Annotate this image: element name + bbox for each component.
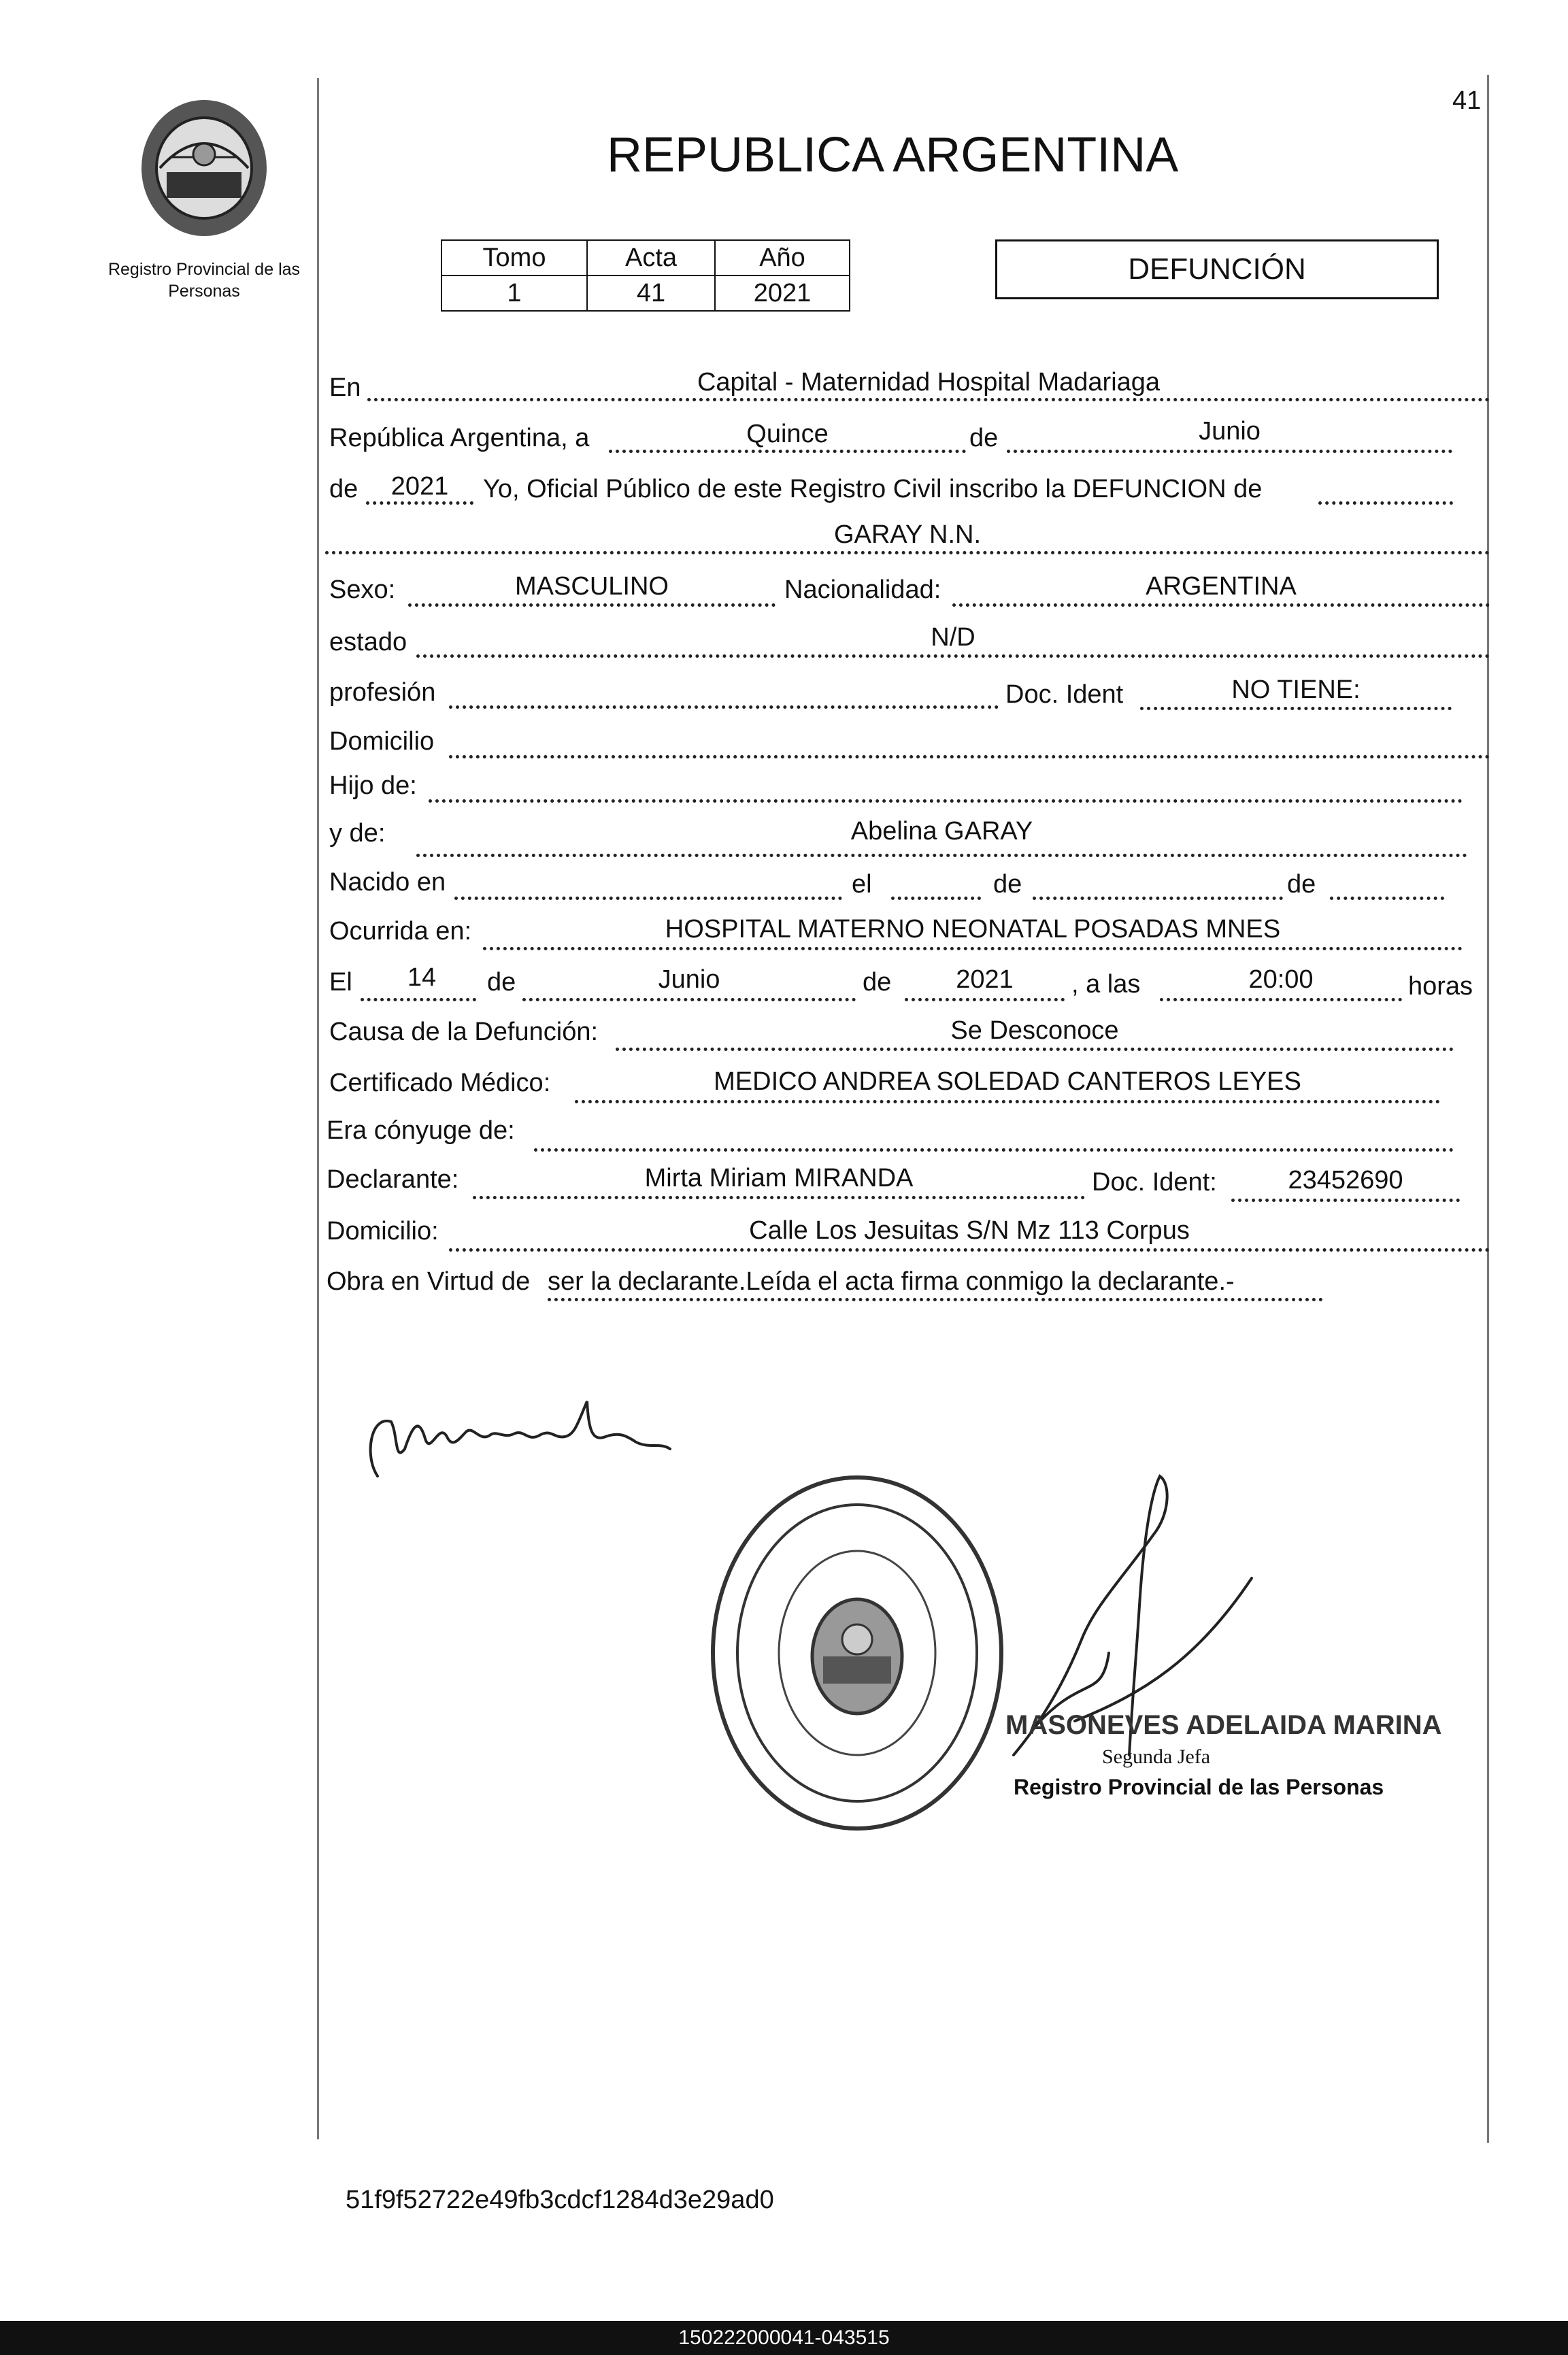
month-value: Junio <box>1199 417 1261 446</box>
officer-text: Yo, Oficial Público de este Registro Civil inscribo la DEFUNCION de <box>483 475 1263 503</box>
nacionalidad-dots <box>952 603 1490 607</box>
province-logo <box>129 92 279 245</box>
death-day-dots <box>361 998 476 1001</box>
death-day: 14 <box>407 963 437 992</box>
sexo-value: MASCULINO <box>515 572 669 601</box>
footer-bar <box>0 2321 1568 2355</box>
declarant-signature <box>357 1374 697 1497</box>
mother-name: Abelina GARAY <box>850 817 1033 846</box>
anio-value: 2021 <box>715 275 850 311</box>
de-label-1: de <box>969 424 999 452</box>
domicilio-dots <box>449 755 1490 758</box>
de-label-2: de <box>993 870 1022 899</box>
hijo-label: Hijo de: <box>329 771 417 800</box>
doc-ident-dots <box>1140 707 1452 710</box>
nacido-label: Nacido en <box>329 868 446 897</box>
obra-text: ser la declarante.Leída el acta firma conmigo la declarante.- <box>548 1267 1235 1296</box>
page-number: 41 <box>1452 86 1482 115</box>
el-label: el <box>852 870 872 899</box>
ocurrida-label: Ocurrida en: <box>329 917 472 946</box>
anio-header: Año <box>715 240 850 275</box>
declarante-value: Mirta Miriam MIRANDA <box>644 1164 914 1192</box>
sexo-label: Sexo: <box>329 575 396 604</box>
en-dots <box>367 398 1490 401</box>
deceased-name: GARAY N.N. <box>833 520 982 549</box>
hash-code: 51f9f52722e49fb3cdcf1284d3e29ad0 <box>346 2186 774 2214</box>
decl-doc-dots <box>1231 1199 1460 1202</box>
nacionalidad-label: Nacionalidad: <box>784 575 941 604</box>
death-month-dots <box>522 998 856 1001</box>
causa-label: Causa de la Defunción: <box>329 1018 599 1046</box>
footer-code: 150222000041-043515 <box>678 2326 890 2349</box>
de-label-5: de <box>863 968 892 997</box>
acta-header: Acta <box>587 240 715 275</box>
estado-dots <box>416 654 1490 658</box>
conyuge-label: Era cónyuge de: <box>327 1116 515 1145</box>
decl-doc-value: 23452690 <box>1288 1166 1403 1195</box>
causa-dots <box>616 1048 1454 1051</box>
month-dots <box>1007 450 1452 453</box>
estado-value: N/D <box>931 623 975 652</box>
death-month: Junio <box>658 965 720 994</box>
declarante-dots <box>473 1196 1085 1199</box>
registry-seal <box>704 1469 1010 1837</box>
en-label: En <box>329 373 361 402</box>
death-time: 20:00 <box>1248 965 1314 994</box>
ocurrida-dots <box>483 947 1463 950</box>
nacionalidad-value: ARGENTINA <box>1146 572 1297 601</box>
left-margin-line <box>317 78 319 2139</box>
day-value: Quince <box>746 420 829 448</box>
de-label-4: de <box>487 968 516 997</box>
tomo-header: Tomo <box>441 240 587 275</box>
decl-domicilio-value: Calle Los Jesuitas S/N Mz 113 Corpus <box>749 1216 1190 1245</box>
profesion-label: profesión <box>329 678 436 707</box>
domicilio-label: Domicilio <box>329 727 435 756</box>
record-type-box <box>995 239 1439 299</box>
death-time-dots <box>1160 998 1402 1001</box>
alas-label: , a las <box>1071 970 1141 999</box>
decl-domicilio-dots <box>449 1248 1490 1252</box>
deceased-dots <box>325 551 1490 554</box>
profesion-dots <box>449 705 999 709</box>
el-label-2: El <box>329 968 352 997</box>
en-value: Capital - Maternidad Hospital Madariaga <box>697 368 1161 397</box>
country-title: REPUBLICA ARGENTINA <box>607 128 1179 182</box>
birth-month-dots <box>1033 897 1283 900</box>
certificado-label: Certificado Médico: <box>329 1069 551 1097</box>
republica-label: República Argentina, a <box>329 424 590 452</box>
officer-dots <box>1318 501 1453 505</box>
decl-domicilio-label: Domicilio: <box>327 1217 439 1246</box>
certificado-value: MEDICO ANDREA SOLEDAD CANTEROS LEYES <box>714 1067 1301 1096</box>
mother-dots <box>416 854 1467 857</box>
acta-value: 41 <box>587 275 715 311</box>
official-office: Registro Provincial de las Personas <box>1014 1775 1384 1799</box>
death-year: 2021 <box>956 965 1014 994</box>
causa-value: Se Desconoce <box>950 1016 1119 1045</box>
estado-label: estado <box>329 628 407 656</box>
birth-year-dots <box>1330 897 1444 900</box>
obra-prefix: Obra en Virtud de <box>327 1267 531 1296</box>
record-table <box>441 239 850 312</box>
decl-doc-label: Doc. Ident: <box>1092 1168 1217 1197</box>
hijo-dots <box>429 799 1463 803</box>
sexo-dots <box>408 603 775 607</box>
horas-label: horas <box>1408 972 1473 1001</box>
year-prefix: de <box>329 475 358 503</box>
birth-day-dots <box>891 897 981 900</box>
conyuge-dots <box>534 1148 1454 1152</box>
record-type: DEFUNCIÓN <box>1128 252 1306 286</box>
ocurrida-value: HOSPITAL MATERNO NEONATAL POSADAS MNES <box>665 915 1281 943</box>
registry-name: Registro Provincial de las Personas <box>107 260 301 301</box>
obra-dots <box>548 1298 1323 1301</box>
official-name: MASONEVES ADELAIDA MARINA <box>1005 1710 1442 1740</box>
declarante-label: Declarante: <box>327 1165 459 1194</box>
doc-ident-label: Doc. Ident <box>1005 680 1124 709</box>
official-title: Segunda Jefa <box>1102 1746 1211 1768</box>
doc-ident-value: NO TIENE: <box>1231 675 1361 704</box>
certificado-dots <box>575 1100 1440 1103</box>
year-dots <box>366 501 473 505</box>
tomo-value: 1 <box>441 275 587 311</box>
death-year-dots <box>905 998 1065 1001</box>
de-label-3: de <box>1287 870 1316 899</box>
yde-label: y de: <box>329 819 386 848</box>
day-dots <box>609 450 966 453</box>
year-value: 2021 <box>390 472 449 501</box>
nacido-dots <box>454 897 842 900</box>
